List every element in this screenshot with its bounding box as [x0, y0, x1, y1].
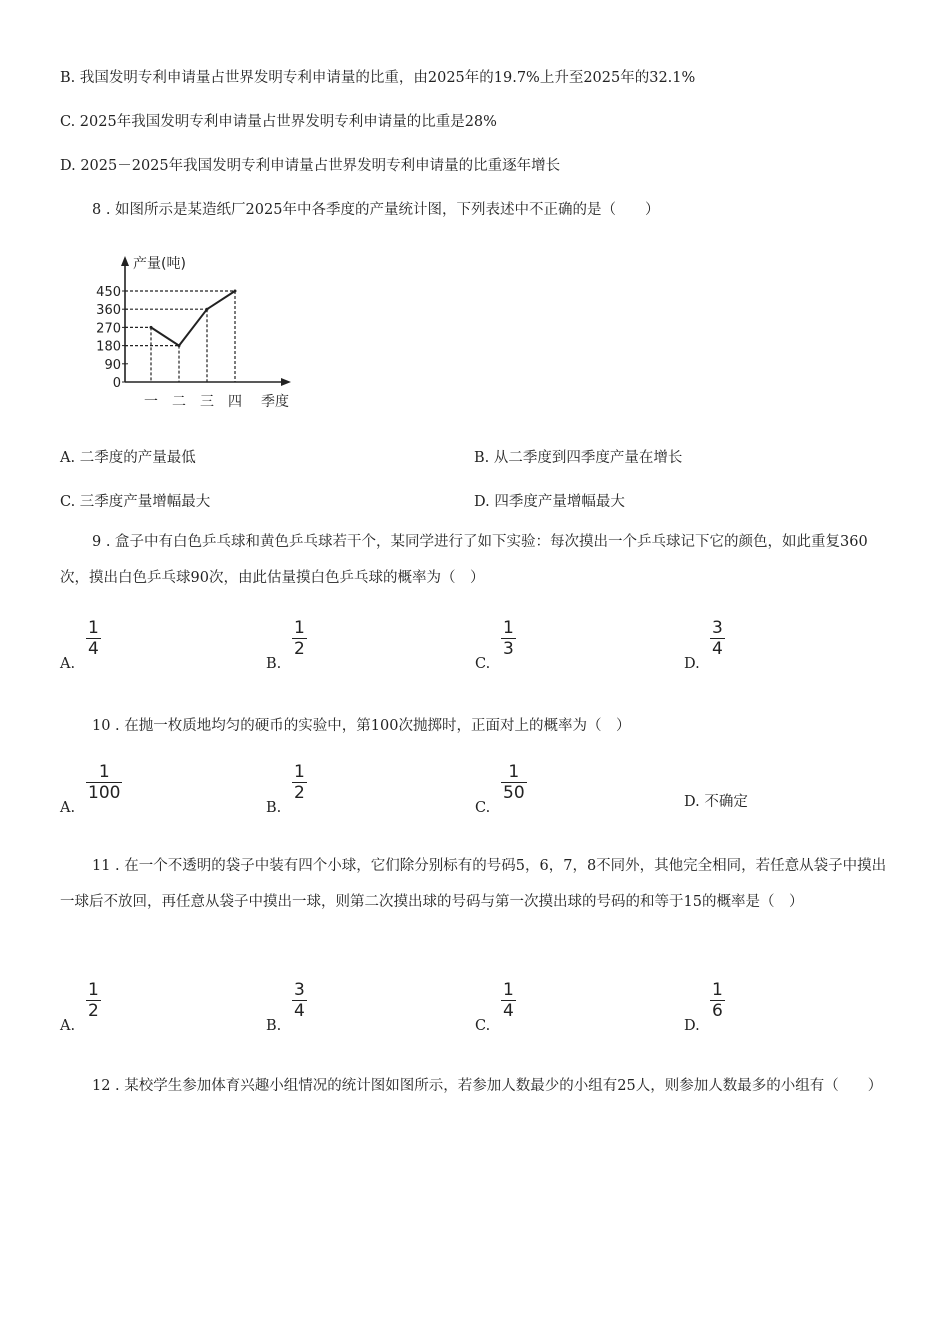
q9-option-a: A. $\frac{1}{4}$ — [60, 618, 99, 672]
y-tick-label: 180 — [96, 339, 121, 355]
y-tick-label: 450 — [96, 285, 121, 300]
data-point — [150, 326, 153, 329]
fraction: $\frac{1}{100}$ — [88, 762, 121, 803]
q10-option-c: C. $\frac{1}{50}$ — [475, 762, 525, 816]
q10-stem: 10 . 在抛一枚质地均匀的硬币的实验中，第100次抛掷时，正面对上的概率为（ ） — [92, 718, 631, 734]
q12-stem: 12 . 某校学生参加体育兴趣小组情况的统计图如图所示，若参加人数最少的小组有25人，则参加人数最多的小组有（ ） — [92, 1078, 883, 1094]
q7-option-d: D. 2025－2025年我国发明专利申请量占世界发明专利申请量的比重逐年增长 — [60, 158, 561, 174]
q11-option-d: D. $\frac{1}{6}$ — [684, 980, 723, 1034]
q9-option-b: B. $\frac{1}{2}$ — [266, 618, 305, 672]
data-point — [206, 308, 209, 311]
q10-option-a: A. $\frac{1}{100}$ — [60, 762, 121, 816]
x-tick-label: 三 — [200, 394, 214, 410]
q8-stem: 8 . 如图所示是某造纸厂2025年中各季度的产量统计图，下列表述中不正确的是（ ） — [92, 202, 660, 218]
y-tick-label: 270 — [96, 321, 121, 337]
q8-option-a: A. 二季度的产量最低 — [60, 450, 196, 466]
x-tick-label: 一 — [144, 394, 158, 410]
q9-option-d: D. $\frac{3}{4}$ — [684, 618, 723, 672]
q10-option-b: B. $\frac{1}{2}$ — [266, 762, 305, 816]
q8-option-d: D. 四季度产量增幅最大 — [474, 494, 625, 510]
y-axis-arrow — [121, 256, 129, 266]
fraction: $\frac{1}{4}$ — [503, 980, 514, 1021]
fraction: $\frac{1}{2}$ — [88, 980, 99, 1021]
fraction: $\frac{1}{3}$ — [503, 618, 514, 659]
fraction: $\frac{1}{2}$ — [294, 618, 305, 659]
y-axis-label: 产量(吨) — [133, 256, 186, 272]
fraction: $\frac{1}{4}$ — [88, 618, 99, 659]
production-line-chart — [95, 248, 310, 418]
fraction: $\frac{3}{4}$ — [712, 618, 723, 659]
y-tick-label: 90 — [104, 357, 121, 373]
q8-option-c: C. 三季度产量增幅最大 — [60, 494, 211, 510]
q11-option-c: C. $\frac{1}{4}$ — [475, 980, 514, 1034]
fraction: $\frac{3}{4}$ — [294, 980, 305, 1021]
fraction: $\frac{1}{6}$ — [712, 980, 723, 1021]
q10-option-d: D. 不确定 — [684, 794, 748, 810]
data-point — [234, 290, 237, 293]
x-tick-label: 二 — [172, 394, 186, 410]
q11-option-b: B. $\frac{3}{4}$ — [266, 980, 305, 1034]
x-tick-label: 四 — [228, 394, 242, 410]
q9-option-c: C. $\frac{1}{3}$ — [475, 618, 514, 672]
fraction: $\frac{1}{2}$ — [294, 762, 305, 803]
q11-option-a: A. $\frac{1}{2}$ — [60, 980, 99, 1034]
q8-option-b: B. 从二季度到四季度产量在增长 — [474, 450, 683, 466]
fraction: $\frac{1}{50}$ — [503, 762, 525, 803]
data-point — [178, 344, 181, 347]
x-axis-label: 季度 — [261, 394, 289, 410]
q7-option-b: B. 我国发明专利申请量占世界发明专利申请量的比重，由2025年的19.7%上升至2025年的32.1% — [60, 70, 696, 86]
q11-stem: 11 . 在一个不透明的袋子中装有四个小球，它们除分别标有的号码5，6，7，8不同外，其他完全相同，若任意从袋子中摸出一球后不放回，再任意从袋子中摸出一球，则第二次摸出球的号码与第一次摸出球的号码的和等于15的概率是（ ） — [60, 858, 887, 910]
y-tick-label: 360 — [96, 303, 121, 319]
q9-stem: 9 . 盒子中有白色乒乓球和黄色乒乓球若干个，某同学进行了如下实验：每次摸出一个乒乓球记下它的颜色，如此重复360次，摸出白色乒乓球90次，由此估量摸白色乒乓球的概率为（ ） — [60, 534, 868, 586]
x-axis-arrow — [281, 378, 291, 386]
series-line — [151, 291, 235, 346]
y-tick-label: 0 — [112, 376, 121, 391]
q7-option-c: C. 2025年我国发明专利申请量占世界发明专利申请量的比重是28% — [60, 114, 497, 130]
